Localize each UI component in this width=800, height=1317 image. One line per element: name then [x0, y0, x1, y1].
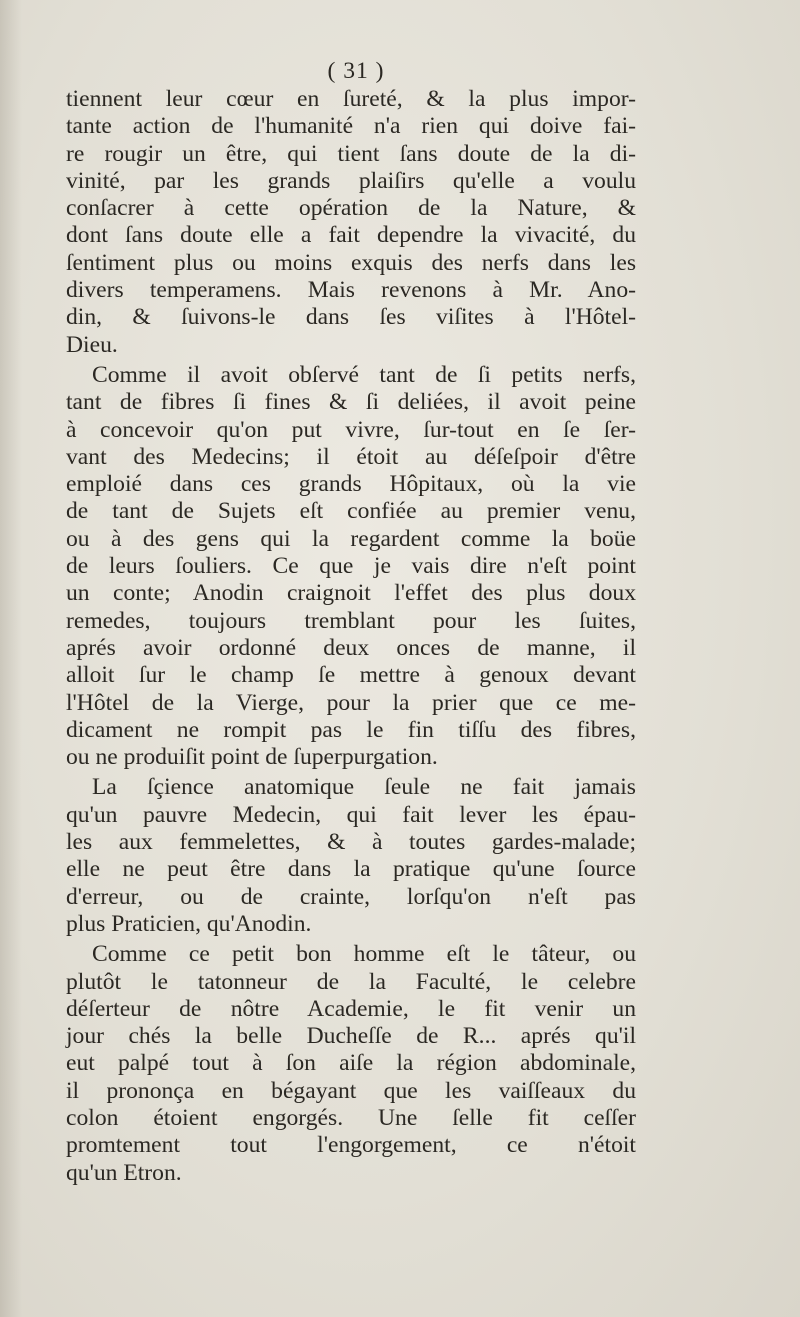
text-line: aprés avoir ordonné deux onces de manne, il	[66, 634, 636, 661]
paragraph	[66, 774, 636, 938]
paragraph	[66, 941, 636, 1187]
text-line: à concevoir qu'on put vivre, ſur-tout en ſe ſer-	[66, 416, 636, 443]
text-line: plutôt le tatonneur de la Faculté, le celebre	[66, 968, 636, 995]
text-line: qu'un pauvre Medecin, qui fait lever les épau-	[66, 801, 636, 828]
text-line: conſacrer à cette opération de la Nature, &	[66, 195, 636, 222]
text-line: un conte; Anodin craignoit l'effet des plus doux	[66, 580, 636, 607]
text-line: din, & ſuivons-le dans ſes viſites à l'Hôtel-	[66, 304, 636, 331]
text-line: de tant de Sujets eſt confiée au premier venu,	[66, 498, 636, 525]
text-line: elle ne peut être dans la pratique qu'une ſource	[66, 856, 636, 883]
paragraph	[66, 86, 636, 359]
text-line: déſerteur de nôtre Academie, le fit venir un	[66, 995, 636, 1022]
text-line: Comme ce petit bon homme eſt le tâteur, ou	[92, 941, 636, 968]
text-line: eut palpé tout à ſon aiſe la région abdominale,	[66, 1050, 636, 1077]
text-line: ou à des gens qui la regardent comme la boüe	[66, 525, 636, 552]
text-line: Dieu.	[66, 331, 118, 358]
paragraphs	[66, 86, 636, 1187]
text-line: plus Praticien, qu'Anodin.	[66, 910, 312, 937]
spine-shadow	[0, 0, 22, 1317]
text-line: ſentiment plus ou moins exquis des nerfs dans les	[66, 249, 636, 276]
text-line: promtement tout l'engorgement, ce n'étoit	[66, 1132, 636, 1159]
paragraph	[66, 362, 636, 771]
text-line: dicament ne rompit pas le fin tiſſu des fibres,	[66, 716, 636, 743]
text-line: jour chés la belle Ducheſſe de R... aprés qu'il	[66, 1023, 636, 1050]
text-line: l'Hôtel de la Vierge, pour la prier que ce me-	[66, 689, 636, 716]
text-line: re rougir un être, qui tient ſans doute de la di-	[66, 140, 636, 167]
text-line: Comme il avoit obſervé tant de ſi petits nerfs,	[92, 361, 636, 388]
text-line: tante action de l'humanité n'a rien qui doive fai-	[66, 113, 636, 140]
text-line: emploié dans ces grands Hôpitaux, où la vie	[66, 471, 636, 498]
text-line: qu'un Etron.	[66, 1159, 182, 1186]
page-number: ( 31 )	[327, 58, 385, 84]
text-line: dont ſans doute elle a fait dependre la vivacité, du	[66, 222, 636, 249]
text-line: vant des Medecins; il étoit au déſeſpoir d'être	[66, 443, 636, 470]
text-line: il prononça en bégayant que les vaiſſeaux du	[66, 1077, 636, 1104]
text-line: ou ne produiſit point de ſuperpurgation.	[66, 744, 438, 771]
text-line: d'erreur, ou de crainte, lorſqu'on n'eſt pas	[66, 883, 636, 910]
page-text	[66, 56, 636, 1187]
text-line: remedes, toujours tremblant pour les ſuites,	[66, 607, 636, 634]
text-line: vinité, par les grands plaiſirs qu'elle a voulu	[66, 167, 636, 194]
text-line: alloit ſur le champ ſe mettre à genoux devant	[66, 662, 636, 689]
text-line: divers temperamens. Mais revenons à Mr. Ano-	[66, 277, 636, 304]
text-line: tant de fibres ſi fines & ſi deliées, il avoit peine	[66, 389, 636, 416]
text-line: les aux femmelettes, & à toutes gardes-malade;	[66, 829, 636, 856]
text-line: de leurs ſouliers. Ce que je vais dire n'eſt point	[66, 553, 636, 580]
text-line: La ſçience anatomique ſeule ne fait jamais	[92, 774, 636, 801]
text-line: colon étoient engorgés. Une ſelle fit ceſſer	[66, 1104, 636, 1131]
text-line: tiennent leur cœur en ſureté, & la plus impor-	[66, 86, 636, 112]
